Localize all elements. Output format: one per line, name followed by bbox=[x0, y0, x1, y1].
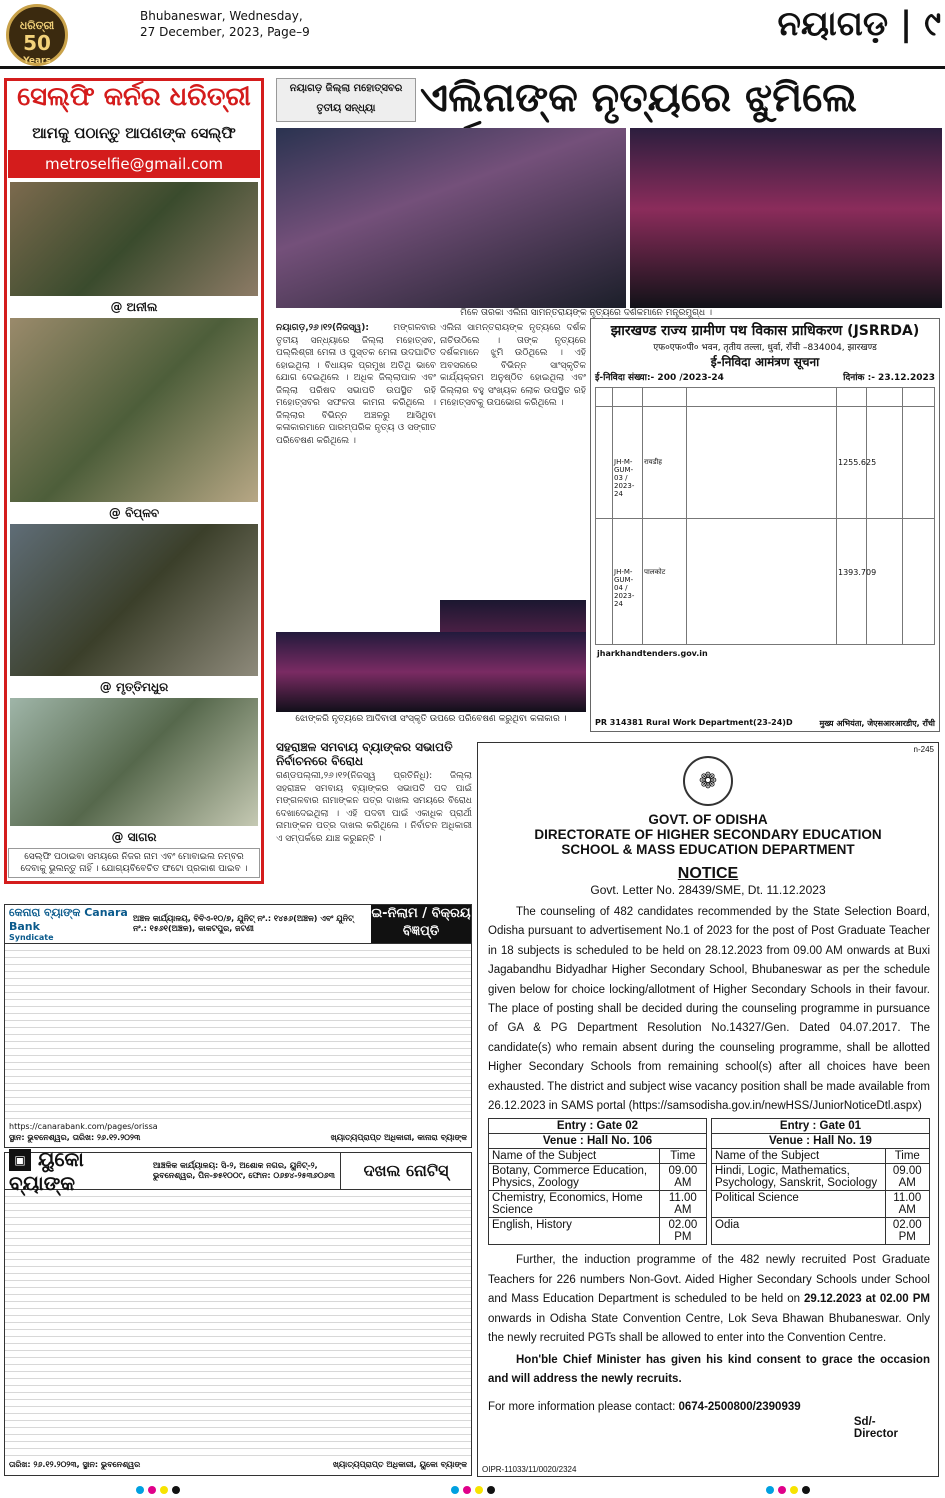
register-dots-1 bbox=[134, 1479, 182, 1498]
notice-ref-code: n-245 bbox=[913, 745, 934, 754]
register-dots-2 bbox=[449, 1479, 497, 1498]
story-body-left-text: ମଙ୍ଗଳବାର ତୃତୀୟ ସନ୍ଧ୍ୟାରେ ଜିଲ୍ଲା ମହୋତ୍ସବ, ପଲ୍ଲିଶ୍ରୀ ମେଳା ଓ ପୁସ୍ତକ ମେଳା ଉଦଘାଟିତ ହୋଇଥିଲା । ବିଧାୟକ ପ୍ରମୁଖ ଅତିଥି ଭାବେ ଯୋଗ ଦେଇଥିଲେ । ଅଧିକ ଜିଲ୍ଲାପାଳ ଏବଂ ଜିଲ୍ଲା ପରିଷଦ ସଭାପତି ଉପସ୍ଥିତ ରହି ମହୋତ୍ସବର ସଫଳତା କାମନା କରିଥିଲେ । ଜିଲ୍ଲାର ବିଭିନ୍ନ ଅଞ୍ଚଳରୁ ଆସିଥିବା କଳାକାରମାନେ ପାରମ୍ପରିକ ନୃତ୍ୟ ଓ ସଙ୍ଗୀତ ପରିବେଷଣ କରିଥିଲେ । bbox=[276, 323, 436, 446]
gate-02-row-1-time: 09.00 AM bbox=[659, 1164, 706, 1191]
jsrrda-ref: ई-निविदा संख्या:- 200 /2023-24 bbox=[595, 373, 724, 383]
jsrrda-group-2-code: JH-M-GUM-04 / 2023-24 bbox=[614, 568, 635, 608]
gate-01-row-1-subject: Hindi, Logic, Mathematics, Psychology, Sanskrit, Sociology bbox=[712, 1164, 886, 1191]
notice-para2-b: onwards in Odisha State Convention Centre, Lok Seva Bhawan Bhubaneswar. Only the newly recruited PGTs shall be allowed to enter into the Convention Centre. bbox=[488, 1312, 930, 1345]
uco-tag: ଦଖଲ ନୋଟିସ୍ bbox=[340, 1153, 471, 1189]
canara-tag: ଇ-ନିଲାମ / ବିକ୍ରୟ ବିଜ୍ଞପ୍ତି bbox=[371, 905, 471, 943]
selfie-caption-3: @ ମୃତ୍ତିମଧୁର bbox=[99, 680, 169, 694]
logo-text: ଧରିତ୍ରୀ bbox=[19, 19, 55, 32]
canara-website[interactable]: https://canarabank.com/pages/orissa bbox=[9, 1122, 158, 1131]
jsrrda-website[interactable]: jharkhandtenders.gov.in bbox=[597, 649, 708, 658]
selfie-caption-4: @ ସାଗର bbox=[111, 830, 157, 844]
gate-01-row-2-time: 11.00 AM bbox=[885, 1191, 929, 1218]
print-registration-bar bbox=[0, 1480, 945, 1497]
gate-01-row-2-subject: Political Science bbox=[712, 1191, 886, 1218]
canara-bank-ad bbox=[4, 904, 472, 1148]
notice-oipr: OIPR-11033/11/0020/2324 bbox=[482, 1465, 577, 1474]
canara-bank-name: କେନାରା ବ୍ୟାଙ୍କ Canara Bank bbox=[9, 906, 128, 933]
logo-years-label: Years bbox=[23, 56, 51, 66]
notice-director: Director bbox=[853, 1428, 898, 1440]
gate-02-row-2-subject: Chemistry, Economics, Home Science bbox=[489, 1191, 660, 1218]
story-kicker: ନୟାଗଡ଼ ଜିଲ୍ଲା ମହୋତ୍ସବର ତୃତୀୟ ସନ୍ଧ୍ୟା bbox=[276, 78, 416, 122]
canara-office: ଅଞ୍ଚଳ କାର୍ଯ୍ୟାଳୟ, ବିବିଏ-୧୦/୭, ଯୁନିଟ୍ ନଂ.: ୧୪୫୬(ଅଞ୍ଚଳ) ଏବଂ ଯୁନିଟ୍ ନଂ.: ୧୫୬୧(ଅଞ୍ଚଳ), କାକଟପୁର, ଜଟଣୀ bbox=[133, 914, 354, 933]
uco-bank-name: ୟୁକୋ ବ୍ୟାଙ୍କ bbox=[9, 1146, 84, 1196]
gate-02-row-2-time: 11.00 AM bbox=[659, 1191, 706, 1218]
uco-footer-right: ଖ୍ୟାତ୍ୟପ୍ରାପ୍ତ ଅଧିକାରୀ, ୟୁକୋ ବ୍ୟାଙ୍କ bbox=[332, 1460, 467, 1469]
notice-para2-bold: 29.12.2023 at 02.00 PM bbox=[804, 1293, 930, 1306]
notice-para3: Hon'ble Chief Minister has given his kind consent to grace the occasion and will address the newly recruits. bbox=[488, 1353, 930, 1385]
notice-contact-phone: 0674-2500800/2390939 bbox=[678, 1401, 801, 1414]
gate-02-table bbox=[488, 1118, 707, 1245]
uco-footer: ତାରିଖ: ୨୬.୧୨.୨୦୨୩, ସ୍ଥାନ: ଭୁବନେଶ୍ୱର bbox=[9, 1460, 141, 1469]
jsrrda-group-2-district: पालकोट bbox=[644, 568, 666, 576]
section-title: ନୟାଗଡ଼ | ୯ bbox=[777, 4, 941, 44]
uco-body-text bbox=[5, 1190, 471, 1458]
edition-place-day: Bhubaneswar, Wednesday, bbox=[140, 9, 303, 23]
story-headline: ଏଲିନାଙ୍କ ନୃତ୍ୟରେ ଝୁମିଲେ bbox=[420, 74, 857, 121]
jsrrda-address: एफ०एफ०पी० भवन, तृतीय तल्ला, धुर्वा, राँची –834004, झारखण्ड bbox=[653, 343, 877, 353]
jsrrda-group-1-district: रायडीह bbox=[644, 458, 663, 466]
stage-caption: ଝୋଙ୍କରି ନୃତ୍ୟରେ ଆଦିବାସୀ ସଂସ୍କୃତି ଉପରେ ପରିବେଷଣ କରୁଥିବା କଳାକାର । bbox=[295, 714, 567, 724]
stage-photo bbox=[276, 632, 586, 712]
notice-para2 bbox=[478, 1245, 938, 1348]
uco-bank-ad bbox=[4, 1146, 472, 1476]
gate-01-head-time: Time bbox=[885, 1149, 929, 1164]
notice-signature bbox=[854, 1416, 898, 1440]
gate-01-row-3-time: 02.00 PM bbox=[885, 1218, 929, 1245]
notice-department: SCHOOL & MASS EDUCATION DEPARTMENT bbox=[561, 842, 855, 857]
selfie-corner-subtitle: ଆମକୁ ପଠାନ୍ତୁ ଆପଣଙ୍କ ସେଲ୍ଫି bbox=[32, 124, 236, 142]
jsrrda-group-1-code: JH-M-GUM-03 / 2023-24 bbox=[614, 458, 635, 498]
gate-02-row-3-subject: English, History bbox=[489, 1218, 660, 1245]
gate-01-row-3-subject: Odia bbox=[712, 1218, 886, 1245]
newspaper-logo bbox=[6, 4, 68, 66]
canara-footer: ସ୍ଥାନ: ଭୁବନେଶ୍ୱର, ତାରିଖ: ୨୬.୧୨.୨୦୨୩ bbox=[9, 1133, 141, 1142]
jsrrda-footer-left: PR 314381 Rural Work Department(23-24)D bbox=[595, 718, 793, 727]
notice-contact bbox=[478, 1389, 938, 1413]
jsrrda-tender-ad bbox=[590, 318, 940, 732]
gate-01-table bbox=[711, 1118, 930, 1245]
uco-logo bbox=[5, 1147, 149, 1196]
gate-02-venue: Venue : Hall No. 106 bbox=[489, 1134, 707, 1149]
gate-01-head-subject: Name of the Subject bbox=[712, 1149, 886, 1164]
masthead-rule bbox=[0, 66, 945, 69]
gate-02-head-subject: Name of the Subject bbox=[489, 1149, 660, 1164]
gate-01-entry: Entry : Gate 01 bbox=[712, 1119, 930, 1134]
selfie-caption-2: @ ବିପ୍ଳବ bbox=[108, 506, 160, 520]
gate-01-venue: Venue : Hall No. 19 bbox=[712, 1134, 930, 1149]
jsrrda-table bbox=[595, 387, 935, 645]
edition-date-page: 27 December, 2023, Page–9 bbox=[140, 25, 310, 39]
notice-contact-label: For more information please contact: bbox=[488, 1401, 679, 1414]
gate-02-row-3-time: 02.00 PM bbox=[659, 1218, 706, 1245]
jsrrda-footer-right: मुख्य अभियंता, जेएसआरआरडीए, राँची bbox=[819, 719, 935, 728]
selfie-photo-4 bbox=[10, 698, 258, 826]
notice-venue-tables bbox=[478, 1116, 938, 1245]
canara-sub: Syndicate bbox=[9, 933, 54, 942]
uco-office: ଆଞ୍ଚଳିକ କାର୍ଯ୍ୟାଳୟ: ସି-୨, ଅଶୋକ ନଗର, ୟୁନିଟ୍-୨, ଭୁବନେଶ୍ୱର, ପିନ-୭୫୧୦୦୯, ଫୋନ: ୦୬୭୪-୨୫୩୬୦୬୩ bbox=[153, 1161, 335, 1180]
notice-title: NOTICE bbox=[677, 865, 739, 882]
jsrrda-date: दिनांक :- 23.12.2023 bbox=[843, 373, 935, 383]
selfie-caption-1: @ ଅନୀଲ bbox=[110, 300, 158, 314]
jsrrda-subtitle: ई-निविदा आमंत्रण सूचना bbox=[710, 355, 820, 369]
uco-icon: ▣ bbox=[9, 1149, 31, 1171]
logo-years: 50 bbox=[23, 31, 51, 55]
story-photo-caption: ମିଳେ ତାରକା ଏଲିନା ସାମନ୍ତରାୟଙ୍କ ନୃତ୍ୟରେ ଦର୍ଶକମାନେ ମନ୍ତ୍ରମୁଗ୍ଧ । bbox=[460, 308, 712, 318]
story-body-left bbox=[276, 322, 436, 630]
jsrrda-group-1-amount: 1255.625 bbox=[838, 458, 877, 467]
gate-02-head-time: Time bbox=[659, 1149, 706, 1164]
jsrrda-website-line bbox=[591, 649, 939, 658]
selfie-photo-2 bbox=[10, 318, 258, 502]
edition-dateline bbox=[140, 8, 310, 40]
selfie-photo-3 bbox=[10, 524, 258, 676]
notice-letter: Govt. Letter No. 28439/SME, Dt. 11.12.2023 bbox=[590, 883, 826, 897]
jsrrda-group-2-amount: 1393.709 bbox=[838, 568, 877, 577]
selfie-note: ସେଲ୍ଫି ପଠାଇବା ସମୟରେ ନିଜର ନାମ ଏବଂ ମୋବାଇଲ ନମ୍ବର ଦେବାକୁ ଭୁଲନ୍ତୁ ନାହିଁ । ଯୋଗ୍ୟବିବେଚିତ ଫଟୋ ପ୍ରକାଶ ପାଇବ । bbox=[8, 848, 260, 878]
selfie-photo-1 bbox=[10, 182, 258, 296]
odisha-notice bbox=[477, 742, 939, 1477]
canara-logo bbox=[5, 906, 129, 942]
story2-body: ଗଣ୍ଡପଲ୍ଲୀ,୨୬।୧୨(ନିଜସ୍ୱ ପ୍ରତିନିଧି): ଜିଲ୍ଲା ସହରାଞ୍ଚଳ ସମବାୟ ବ୍ୟାଙ୍କର ସଭାପତି ପଦ ପାଇଁ ମଙ୍ଗଳବାର ନାମାଙ୍କନ ପତ୍ର ଦାଖଲ ସମୟରେ ବିରୋଧ ଦେଖାଦେଇଥିଲା । ଏହି ପଦବୀ ପାଇଁ ଏକାଧିକ ପ୍ରାର୍ଥୀ ନାମାଙ୍କନ ପତ୍ର ଦାଖଲ କରିଥିଲେ । ନିର୍ବାଚନ ଅଧିକାରୀ ଏ ସମ୍ପର୍କରେ ଯାଞ୍ଚ କରୁଛନ୍ତି । bbox=[276, 771, 472, 844]
gate-01-row-1-time: 09.00 AM bbox=[885, 1164, 929, 1191]
register-dots-3 bbox=[764, 1479, 812, 1498]
notice-gov: GOVT. OF ODISHA bbox=[648, 812, 768, 827]
story-body-right: ଏଲିନା ସାମନ୍ତରାୟଙ୍କ ନୃତ୍ୟରେ ଦର୍ଶକ ନାଚିଉଠିଲେ । ତାଙ୍କ ନୃତ୍ୟରେ ଦର୍ଶକମାନେ ଝୁମି ଉଠିଥିଲେ । ଏହି ଅବସରରେ ବିଭିନ୍ନ ସାଂସ୍କୃତିକ କାର୍ଯ୍ୟକ୍ରମ ଅନୁଷ୍ଠିତ ହୋଇଥିଲା ଏବଂ ଜିଲ୍ଲାର ବହୁ ସଂଖ୍ୟକ ଲୋକ ଉପସ୍ଥିତ ରହି ମହୋତ୍ସବକୁ ଉପଭୋଗ କରିଥିଲେ । bbox=[440, 323, 586, 408]
notice-para1: The counseling of 482 candidates recommended by the State Selection Board, Odisha pursuant to advertisement No.1 of 2023 for the post of Post Graduate Teacher in 18 subjects is scheduled to be held on 28.12.2023 from 09.00 AM onwards at Buxi Jagabandhu Bidyadhar Higher Secondary School, Bhubaneswar as per the schedule given below for choice locking/allotment of Higher Secondary Schools in their favour. The place of posting shall be decided during the counseling programme in pursuance of GA & PG Department Resolution No.14327/Gen. Dated 04.07.2017. The candidate(s) who remain absent during the counseling programme, shall be allotted Higher Secondary Schools from remaining school(s) after all choices have been exhausted. The district and subject wise vacancy position shall be made available from 26.12.2023 in SAMS portal (https://samsodisha.gov.in/newHSS/JuniorNoticeDtl.aspx) bbox=[488, 906, 930, 1113]
story2-headline: ସହରାଞ୍ଚଳ ସମବାୟ ବ୍ୟାଙ୍କର ସଭାପତି ନିର୍ବାଚନରେ ବିରୋଧ bbox=[276, 740, 453, 768]
gate-02-entry: Entry : Gate 02 bbox=[489, 1119, 707, 1134]
selfie-corner-title: ସେଲ୍ଫି କର୍ନର ଧରିତ୍ରୀ bbox=[17, 82, 251, 112]
canara-body-text bbox=[5, 944, 471, 1120]
jsrrda-title: झारखण्ड राज्य ग्रामीण पथ विकास प्राधिकरण (JSRRDA) bbox=[610, 323, 920, 339]
canara-footer-right: ଖ୍ୟାତ୍ୟପ୍ରାପ୍ତ ଅଧିକାରୀ, କାନାରା ବ୍ୟାଙ୍କ bbox=[330, 1133, 467, 1142]
notice-sd: Sd/- bbox=[853, 1416, 876, 1428]
notice-para2-a: Further, the induction programme of the 482 newly recruited Post Graduate Teachers for 226 numbers Non-Govt. Aided Higher Secondary Schools under School and Mass Education Department is scheduled to be held on bbox=[488, 1254, 930, 1306]
odisha-emblem-icon: ❁ bbox=[683, 756, 733, 806]
dancer-photo bbox=[630, 128, 942, 308]
audience-photo bbox=[276, 128, 626, 308]
selfie-email: metroselfie@gmail.com bbox=[8, 150, 260, 178]
notice-directorate: DIRECTORATE OF HIGHER SECONDARY EDUCATION bbox=[534, 827, 882, 842]
story-dateline: ନୟାଗଡ଼,୨୬।୧୨(ନିଜସ୍ୱ): bbox=[276, 323, 369, 333]
gate-02-row-1-subject: Botany, Commerce Education, Physics, Zoology bbox=[489, 1164, 660, 1191]
